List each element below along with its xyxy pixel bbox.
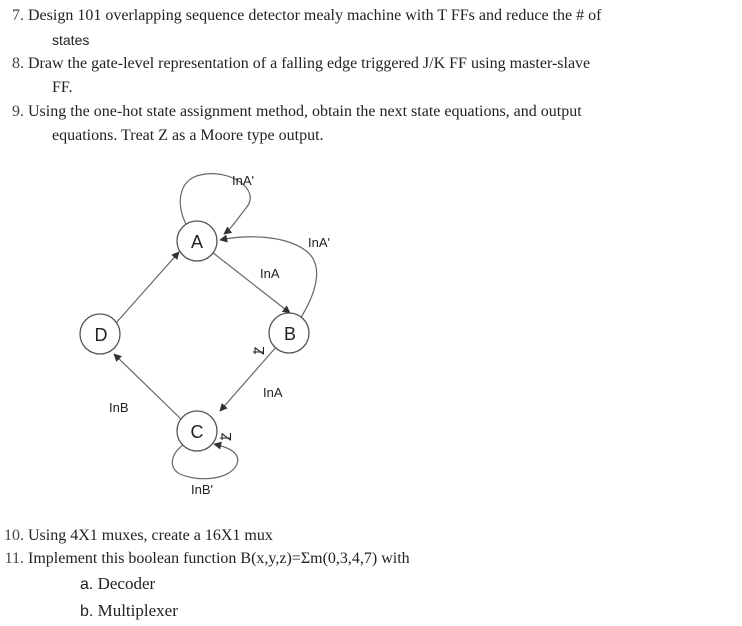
- question-number: 9.: [12, 103, 24, 120]
- b-to-a-label: InA': [308, 235, 330, 250]
- question-7-continuation: states: [52, 32, 90, 48]
- question-text: Draw the gate-level representation of a falling edge triggered J/K FF using master-slave: [28, 55, 591, 72]
- sub-item-letter: b.: [80, 603, 94, 620]
- question-number: 7.: [12, 7, 24, 24]
- question-text: Implement this boolean function B(x,y,z)=Σm(0,3,4,7) with: [28, 550, 410, 567]
- a-self-loop-label: InA': [232, 173, 254, 188]
- question-text: Using the one-hot state assignment method, obtain the next state equations, and output: [28, 103, 582, 120]
- question-text: Using 4X1 muxes, create a 16X1 mux: [28, 527, 273, 544]
- state-d-label: D: [94, 325, 108, 345]
- sub-item-letter: a.: [80, 576, 94, 593]
- b-to-c-label: InA: [263, 385, 283, 400]
- b-to-c-arrow: [220, 346, 277, 411]
- c-self-loop-label: InB': [191, 482, 213, 497]
- a-to-b-label: InA: [260, 266, 280, 281]
- c-to-d-label: InB: [109, 400, 129, 415]
- sub-item-text: Multiplexer: [97, 601, 178, 620]
- output-z-c: Z: [218, 432, 234, 441]
- state-b-label: B: [283, 324, 297, 344]
- output-z-b: Z: [251, 346, 267, 355]
- question-8-continuation: FF.: [52, 79, 73, 96]
- question-9-continuation: equations. Treat Z as a Moore type output.: [52, 127, 324, 144]
- sub-item-a: [80, 573, 155, 596]
- state-a-label: A: [190, 232, 204, 252]
- question-text: Design 101 overlapping sequence detector mealy machine with T FFs and reduce the # of: [28, 7, 602, 24]
- d-to-a-arrow: [116, 252, 179, 323]
- question-number: 8.: [12, 55, 24, 72]
- state-c-label: C: [190, 422, 204, 442]
- sub-item-b: [80, 600, 178, 623]
- a-to-b-arrow: [212, 252, 290, 313]
- sub-item-text: Decoder: [97, 574, 156, 593]
- question-number: 11.: [4, 550, 24, 567]
- question-number: 10.: [4, 527, 24, 544]
